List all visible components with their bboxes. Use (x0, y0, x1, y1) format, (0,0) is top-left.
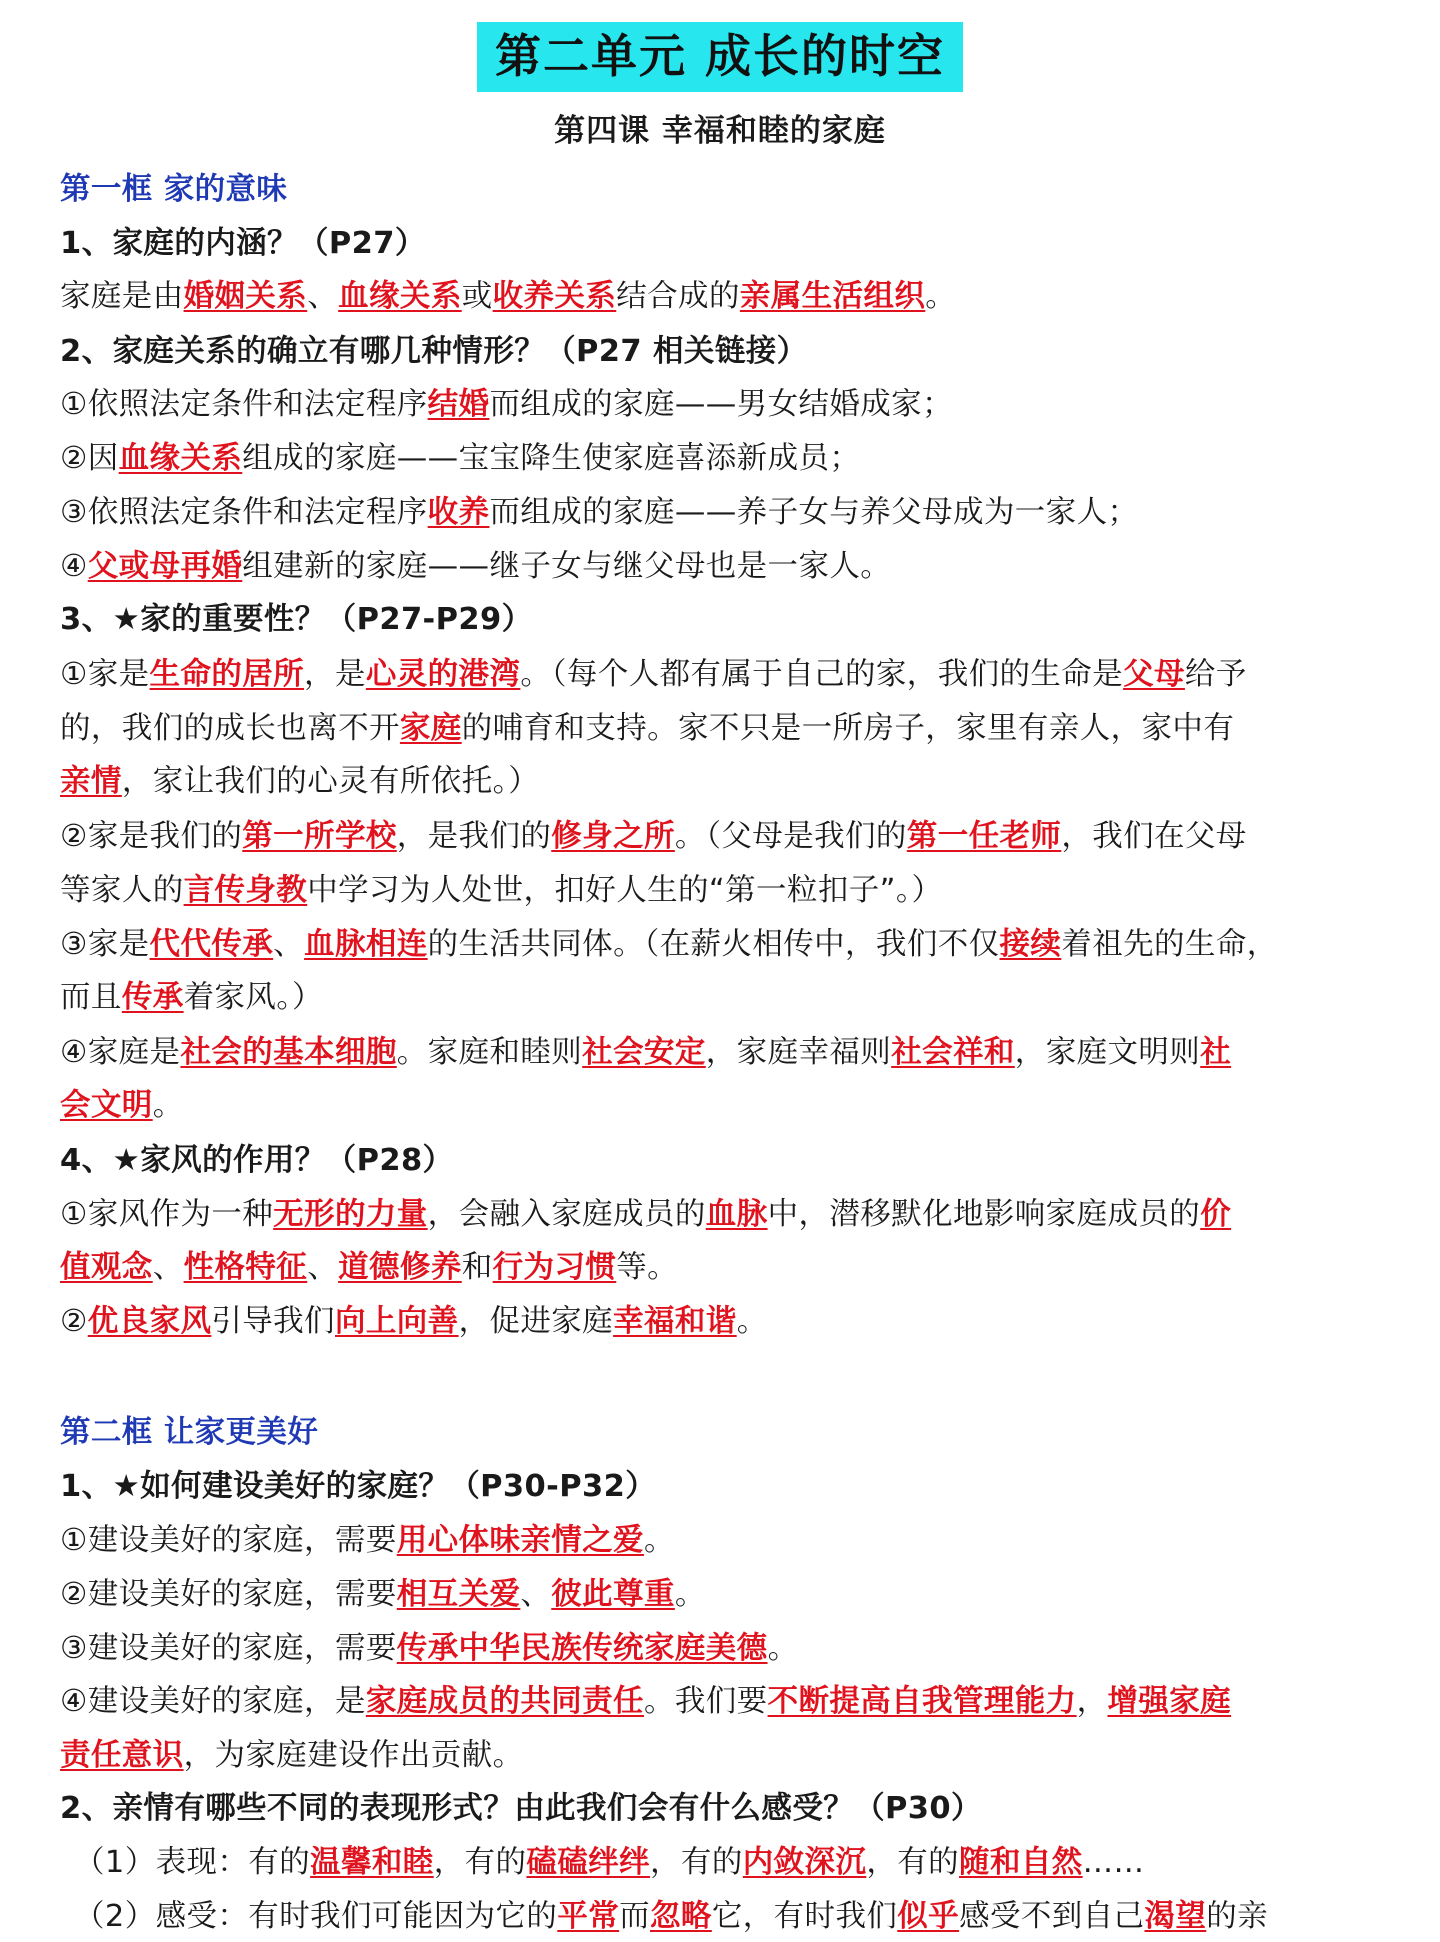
text-line (60, 866, 1400, 916)
text-segment: ③建设美好的家庭，需要 (60, 1631, 397, 1666)
text-segment: 而 (619, 1899, 651, 1934)
text-segment: ， (1076, 1684, 1108, 1719)
highlighted-term: 性格特征 (183, 1250, 308, 1285)
text-line (60, 1028, 1400, 1078)
text-segment: 4、★家风的作用？（P28） (60, 1143, 454, 1178)
question-heading (60, 1462, 1400, 1512)
section-heading (60, 1408, 1400, 1458)
text-segment: 。（父母是我们的 (674, 819, 907, 854)
text-line (60, 1297, 1400, 1347)
highlighted-term: 社会祥和 (891, 1035, 1015, 1070)
text-line (60, 272, 1400, 322)
text-segment: ，会融入家庭成员的 (427, 1197, 706, 1232)
highlighted-term: 会文明 (60, 1088, 153, 1123)
text-segment: 2、亲情有哪些不同的表现形式？由此我们会有什么感受？（P30） (60, 1791, 982, 1826)
highlighted-term: 家庭 (399, 711, 462, 746)
text-segment: ，有的 (650, 1845, 743, 1880)
highlighted-term: 血脉 (705, 1197, 768, 1232)
highlighted-term: 似乎 (897, 1899, 960, 1934)
text-line (60, 488, 1400, 538)
text-segment: 、 (520, 1577, 552, 1612)
text-line (60, 380, 1400, 430)
text-segment: ③依照法定条件和法定程序 (60, 495, 428, 530)
text-line (74, 1892, 1414, 1942)
highlighted-term: 第一任老师 (906, 819, 1062, 854)
text-segment: 和 (461, 1250, 493, 1285)
text-segment: 。 (767, 1631, 799, 1666)
section-heading (60, 165, 1400, 215)
highlighted-term: 相互关爱 (396, 1577, 521, 1612)
highlighted-term: 责任意识 (60, 1738, 184, 1773)
text-line (60, 1243, 1400, 1293)
highlighted-term: 父母 (1123, 657, 1185, 692)
text-segment: ②因 (60, 441, 119, 476)
text-segment: ② (60, 1304, 88, 1339)
text-segment: 而且 (60, 980, 122, 1015)
text-segment: 的生活共同体。（在薪火相传中，我们不仅 (427, 927, 1000, 962)
question-heading (60, 1136, 1400, 1186)
text-segment: ①家风作为一种 (60, 1197, 274, 1232)
text-segment: ④家庭是 (60, 1035, 181, 1070)
highlighted-term: 传承中华民族传统家庭美德 (396, 1631, 768, 1666)
text-segment: 1、★如何建设美好的家庭？（P30-P32） (60, 1469, 657, 1504)
text-segment: 的，我们的成长也离不开 (60, 711, 400, 746)
text-segment: 着家风。） (183, 980, 323, 1015)
text-line (60, 1081, 1400, 1131)
text-segment: 的哺育和支持。家不只是一所房子，家里有亲人，家中有 (461, 711, 1235, 746)
highlighted-term: 血缘关系 (338, 279, 462, 314)
text-segment: （2）感受：有时我们可能因为它的 (74, 1899, 558, 1934)
text-segment: ，有的 (433, 1845, 527, 1880)
highlighted-term: 社会安定 (582, 1035, 706, 1070)
text-segment: 或 (461, 279, 493, 314)
text-segment: 组建新的家庭——继子女与继父母也是一家人。 (242, 549, 892, 584)
text-line (74, 1838, 1414, 1888)
question-heading (60, 219, 1400, 269)
highlighted-term: 接续 (999, 927, 1062, 962)
highlighted-term: 传承 (121, 980, 184, 1015)
highlighted-term: 生命的居所 (149, 657, 305, 692)
text-line (60, 1677, 1400, 1727)
text-line (60, 1516, 1400, 1566)
highlighted-term: 修身之所 (551, 819, 675, 854)
question-heading (60, 1784, 1400, 1834)
highlighted-term: 用心体味亲情之爱 (396, 1523, 644, 1558)
highlighted-term: 彼此尊重 (551, 1577, 675, 1612)
text-segment: 结合成的 (616, 279, 740, 314)
text-segment: ，促进家庭 (458, 1304, 614, 1339)
text-segment: 。家庭和睦则 (396, 1035, 583, 1070)
text-segment: 第二框 让家更美好 (60, 1415, 319, 1450)
text-segment: 。我们要 (643, 1684, 768, 1719)
text-segment: ②家是我们的 (60, 819, 243, 854)
text-segment: ，家庭幸福则 (705, 1035, 892, 1070)
text-segment: ，为家庭建设作出贡献。 (183, 1738, 524, 1773)
text-segment: ，家庭文明则 (1014, 1035, 1201, 1070)
text-segment: 3、★家的重要性？（P27-P29） (60, 602, 533, 637)
highlighted-term: 值观念 (60, 1250, 153, 1285)
lesson-subtitle: 第四课 幸福和睦的家庭 (554, 113, 886, 149)
highlighted-term: 温馨和睦 (310, 1845, 434, 1880)
highlighted-term: 家庭成员的共同责任 (365, 1684, 644, 1719)
text-segment: 1、家庭的内涵？（P27） (60, 226, 426, 261)
highlighted-term: 结婚 (427, 387, 490, 422)
highlighted-term: 随和自然 (959, 1845, 1083, 1880)
highlighted-term: 磕磕绊绊 (526, 1845, 651, 1880)
question-heading (60, 595, 1400, 645)
highlighted-term: 内敛深沉 (742, 1845, 867, 1880)
text-segment: 等家人的 (60, 873, 184, 908)
text-segment: 、 (273, 927, 305, 962)
text-line (60, 757, 1400, 807)
text-segment: 中，潜移默化地影响家庭成员的 (767, 1197, 1201, 1232)
text-segment: ④建设美好的家庭，是 (60, 1684, 366, 1719)
text-segment: ②建设美好的家庭，需要 (60, 1577, 397, 1612)
text-segment: …… (1082, 1845, 1145, 1880)
highlighted-term: 行为习惯 (492, 1250, 617, 1285)
text-segment: 它，有时我们 (711, 1899, 898, 1934)
highlighted-term: 心灵的港湾 (365, 657, 521, 692)
text-line (60, 704, 1400, 754)
text-segment: 中学习为人处世，扣好人生的“第一粒扣子”。） (307, 873, 943, 908)
highlighted-term: 收养关系 (492, 279, 617, 314)
highlighted-term: 无形的力量 (273, 1197, 428, 1232)
text-line (60, 434, 1400, 484)
text-segment: 。 (674, 1577, 706, 1612)
text-segment: ，是 (304, 657, 366, 692)
highlighted-term: 道德修养 (338, 1250, 462, 1285)
text-line (60, 973, 1400, 1023)
text-segment: 。（每个人都有属于自己的家，我们的生命是 (520, 657, 1124, 692)
unit-title: 第二单元 成长的时空 (477, 22, 963, 92)
text-segment: 感受不到自己 (959, 1899, 1145, 1934)
highlighted-term: 亲属生活组织 (739, 279, 926, 314)
text-segment: 。 (736, 1304, 768, 1339)
highlighted-term: 优良家风 (87, 1304, 212, 1339)
text-segment: ①家是 (60, 657, 150, 692)
text-segment: （1）表现：有的 (74, 1845, 311, 1880)
text-segment: 。 (643, 1523, 675, 1558)
text-segment: 、 (307, 279, 339, 314)
text-segment: 着祖先的生命， (1061, 927, 1278, 962)
highlighted-term: 代代传承 (149, 927, 274, 962)
text-segment: 2、家庭关系的确立有哪几种情形？（P27 相关链接） (60, 334, 808, 369)
highlighted-term: 价 (1200, 1197, 1232, 1232)
text-segment: 而组成的家庭——养子女与养父母成为一家人； (489, 495, 1139, 530)
highlighted-term: 第一所学校 (242, 819, 397, 854)
highlighted-term: 社 (1200, 1035, 1232, 1070)
highlighted-term: 平常 (557, 1899, 620, 1934)
text-segment: 、 (152, 1250, 184, 1285)
highlighted-term: 向上向善 (334, 1304, 459, 1339)
text-line (60, 650, 1400, 700)
text-line (60, 1190, 1400, 1240)
text-segment: 而组成的家庭——男女结婚成家； (489, 387, 953, 422)
highlighted-term: 收养 (427, 495, 490, 530)
text-segment: 组成的家庭——宝宝降生使家庭喜添新成员； (242, 441, 861, 476)
text-segment: 第一框 家的意味 (60, 172, 288, 207)
text-segment: 家庭是由 (60, 279, 184, 314)
highlighted-term: 社会的基本细胞 (180, 1035, 397, 1070)
highlighted-term: 渴望 (1144, 1899, 1207, 1934)
text-line (60, 1570, 1400, 1620)
text-segment: 。 (152, 1088, 184, 1123)
text-segment: 。 (925, 279, 957, 314)
highlighted-term: 忽略 (650, 1899, 712, 1934)
text-segment: ，家让我们的心灵有所依托。） (121, 764, 540, 799)
text-segment: ①建设美好的家庭，需要 (60, 1523, 397, 1558)
text-segment: 引导我们 (211, 1304, 335, 1339)
text-line (60, 1731, 1400, 1781)
highlighted-term: 增强家庭 (1107, 1684, 1232, 1719)
highlighted-term: 血缘关系 (118, 441, 243, 476)
text-line (60, 812, 1400, 862)
text-segment: 、 (307, 1250, 339, 1285)
highlighted-term: 婚姻关系 (183, 279, 308, 314)
text-segment: ，是我们的 (396, 819, 552, 854)
text-line (60, 1624, 1400, 1674)
text-segment: ，有的 (866, 1845, 960, 1880)
text-segment: ①依照法定条件和法定程序 (60, 387, 428, 422)
text-segment: ③家是 (60, 927, 150, 962)
text-segment: 等。 (616, 1250, 679, 1285)
text-line (60, 542, 1400, 592)
highlighted-term: 父或母再婚 (87, 549, 243, 584)
highlighted-term: 幸福和谐 (613, 1304, 737, 1339)
text-segment: 给予 (1184, 657, 1247, 692)
text-segment: ，我们在父母 (1061, 819, 1247, 854)
highlighted-term: 不断提高自我管理能力 (767, 1684, 1077, 1719)
text-line (60, 920, 1400, 970)
text-segment: 的亲 (1206, 1899, 1269, 1934)
text-segment: ④ (60, 549, 88, 584)
unit-title-banner (0, 22, 1440, 92)
highlighted-term: 言传身教 (183, 873, 308, 908)
question-heading (60, 327, 1400, 377)
highlighted-term: 血脉相连 (304, 927, 428, 962)
highlighted-term: 亲情 (60, 764, 122, 799)
